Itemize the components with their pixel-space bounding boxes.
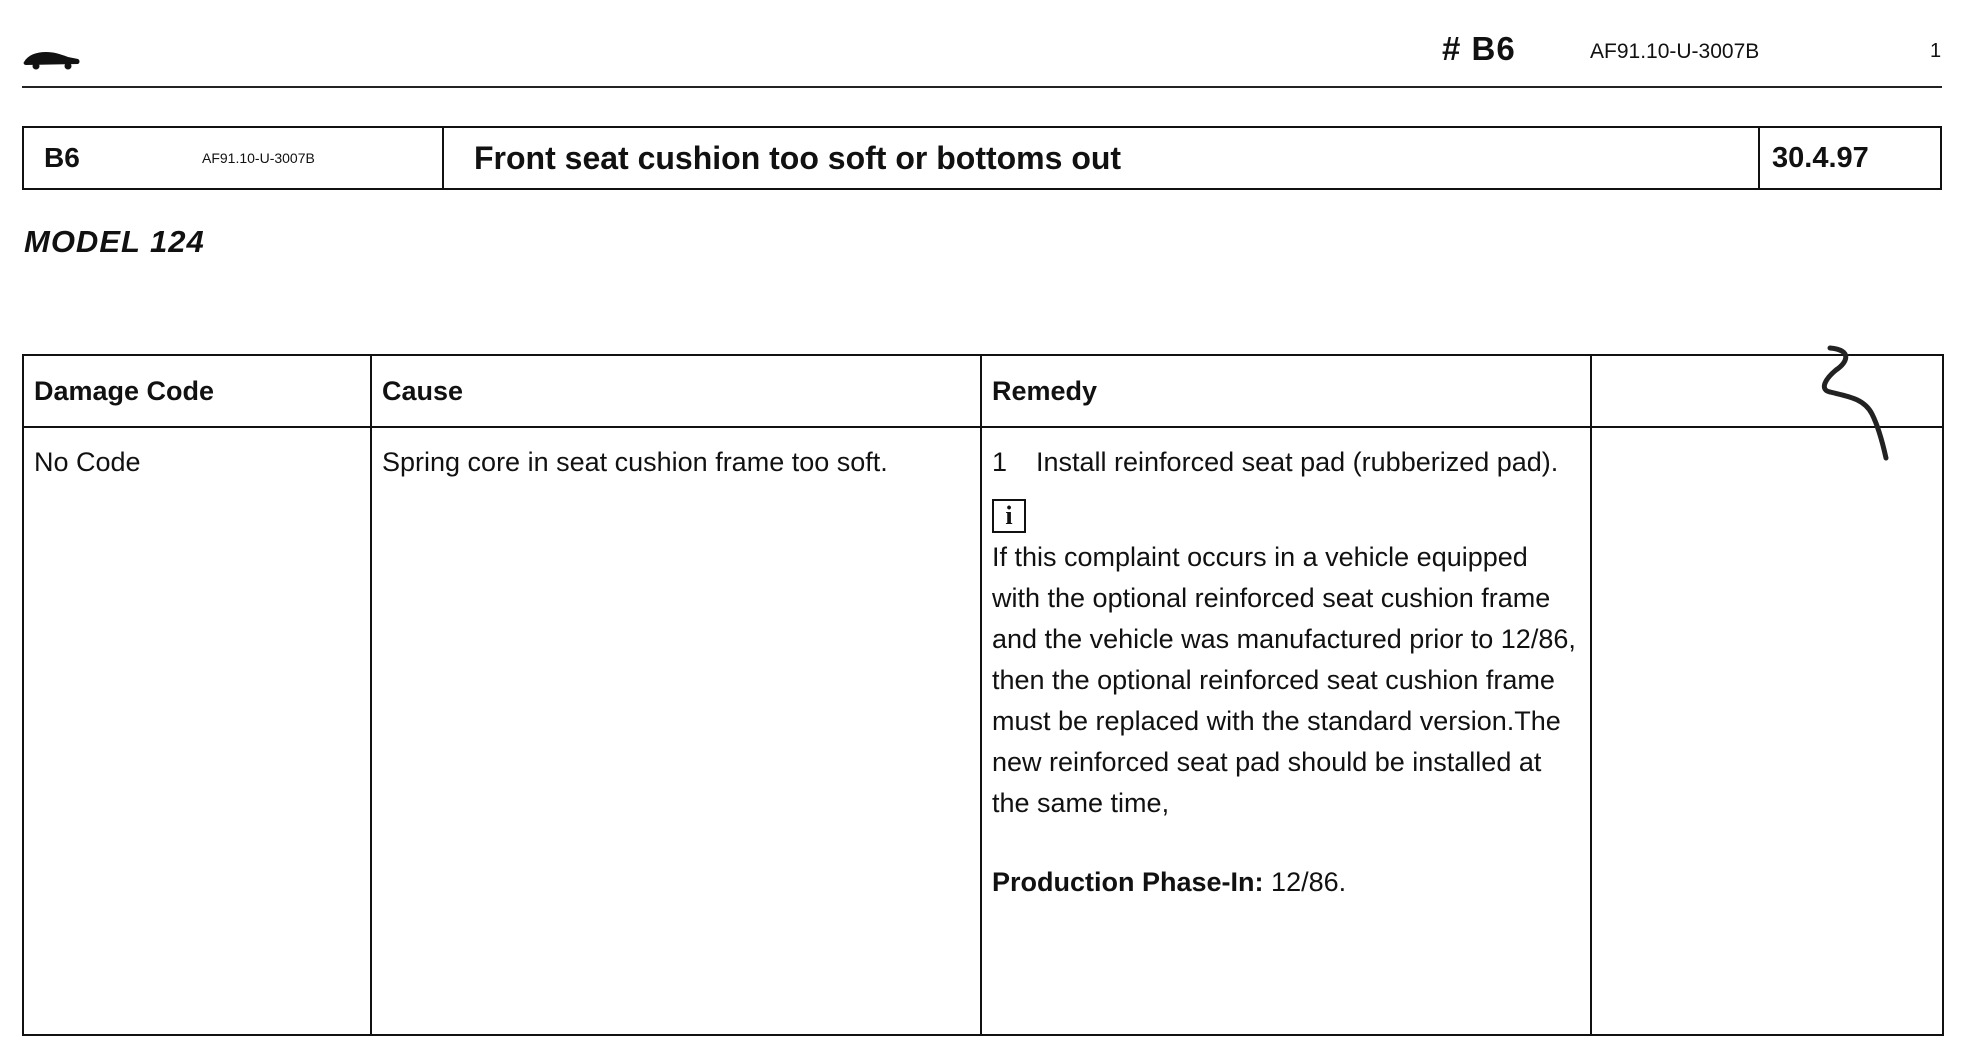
bulletin-title-box	[22, 126, 1942, 190]
production-phase-in	[992, 862, 1580, 903]
phase-in-label: Production Phase-In:	[992, 867, 1264, 897]
pen-scribble-mark	[1790, 340, 1900, 470]
bulletin-code: B6	[44, 142, 80, 173]
column-header-cause: Cause	[371, 355, 981, 427]
header-rule	[22, 86, 1942, 88]
phase-in-value: 12/86.	[1271, 867, 1347, 897]
table-row	[23, 427, 1943, 1035]
cause-cell: Spring core in seat cushion frame too soft.	[371, 427, 981, 1035]
remedy-note: If this complaint occurs in a vehicle equipped with the optional reinforced seat cushion frame and the vehicle was manufactured prior to 12/86, then the optional reinforced seat cushion frame must be replaced with the standard version.The new reinforced seat pad should be installed at the same time,	[992, 542, 1576, 818]
remedy-cell	[981, 427, 1591, 1035]
column-header-remedy: Remedy	[981, 355, 1591, 427]
repair-table	[22, 354, 1944, 1036]
bulletin-reference: AF91.10-U-3007B	[202, 150, 315, 166]
column-header-damage-code: Damage Code	[23, 355, 371, 427]
remedy-step	[992, 442, 1580, 483]
bulletin-code-cell	[24, 128, 444, 188]
model-heading: MODEL 124	[24, 224, 205, 259]
damage-code-cell: No Code	[23, 427, 371, 1035]
remedy-step-text: Install reinforced seat pad (rubberized pad).	[1036, 447, 1559, 477]
remedy-step-number: 1	[992, 447, 1008, 477]
document-number: # B6	[1442, 30, 1516, 67]
car-icon	[22, 42, 82, 72]
bulletin-title: Front seat cushion too soft or bottoms out	[444, 128, 1760, 188]
info-icon: i	[992, 499, 1026, 533]
page-mark: 1	[1930, 40, 1942, 62]
bulletin-date: 30.4.97	[1772, 141, 1869, 174]
table-header-row	[23, 355, 1943, 427]
extra-cell	[1591, 427, 1943, 1035]
document-reference: AF91.10-U-3007B	[1590, 40, 1760, 63]
